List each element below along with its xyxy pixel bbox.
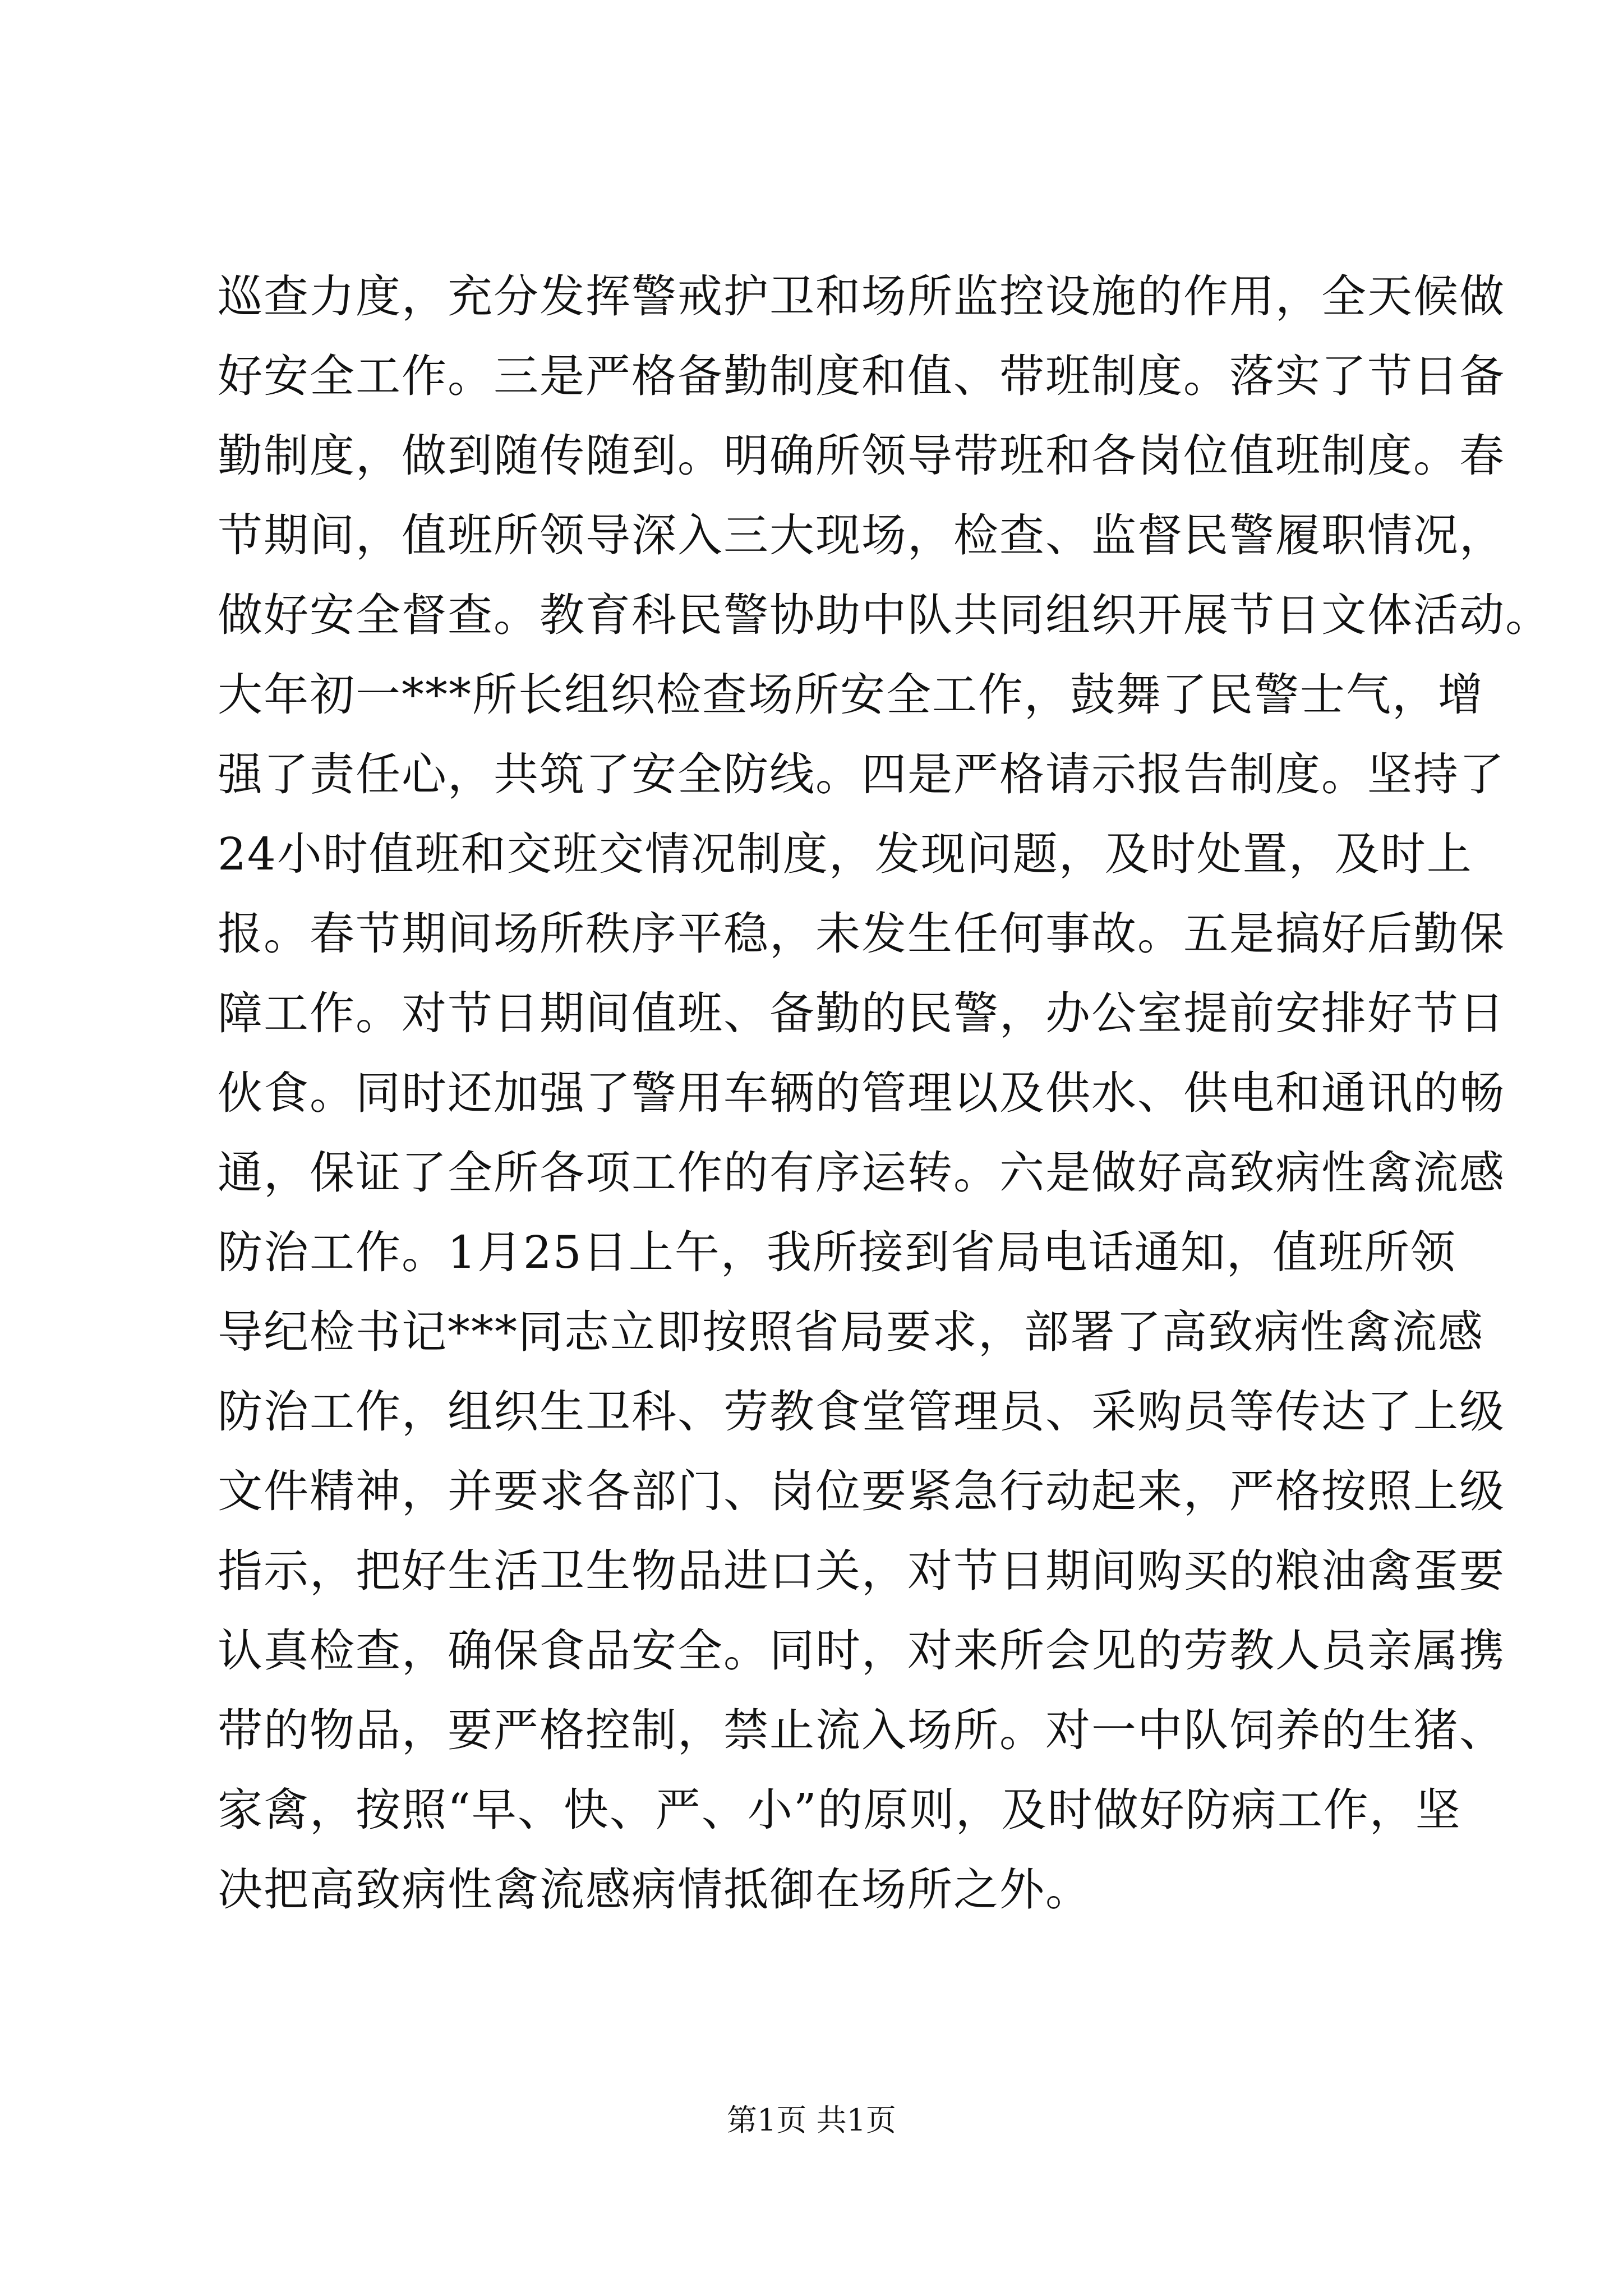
body-text [218, 257, 1551, 1930]
text-line: 强了责任心，共筑了安全防线。四是严格请示报告制度。坚持了 [218, 748, 1505, 800]
text-line: 节期间，值班所领导深入三大现场，检查、监督民警履职情况， [218, 509, 1505, 562]
text-line: 认真检查，确保食品安全。同时，对来所会见的劳教人员亲属携 [218, 1625, 1505, 1677]
text-line: 指示，把好生活卫生物品进口关，对节日期间购买的粮油禽蛋要 [218, 1545, 1505, 1597]
text-line: 做好安全督查。教育科民警协助中队共同组织开展节日文体活动。 [218, 589, 1551, 641]
text-line: 好安全工作。三是严格备勤制度和值、带班制度。落实了节日备 [218, 350, 1505, 402]
text-line: 报。春节期间场所秩序平稳，未发生任何事故。五是搞好后勤保 [218, 908, 1505, 960]
text-line: 通，保证了全所各项工作的有序运转。六是做好高致病性禽流感 [218, 1147, 1505, 1199]
text-line: 家禽，按照“早、快、严、小”的原则，及时做好防病工作，坚 [218, 1784, 1461, 1836]
page-number-footer: 第1页 共1页 [727, 2102, 896, 2138]
text-line: 伙食。同时还加强了警用车辆的管理以及供水、供电和通讯的畅 [218, 1067, 1505, 1119]
text-line: 带的物品，要严格控制，禁止流入场所。对一中队饲养的生猪、 [218, 1704, 1505, 1756]
text-line: 防治工作。1月25日上午，我所接到省局电话通知，值班所领 [218, 1226, 1456, 1278]
text-line: 防治工作，组织生卫科、劳教食堂管理员、采购员等传达了上级 [218, 1386, 1505, 1438]
text-line: 文件精神，并要求各部门、岗位要紧急行动起来，严格按照上级 [218, 1465, 1505, 1517]
text-line: 导纪检书记***同志立即按照省局要求，部署了高致病性禽流感 [218, 1306, 1484, 1358]
text-line: 决把高致病性禽流感病情抵御在场所之外。 [218, 1864, 1091, 1916]
text-line: 24小时值班和交班交情况制度，发现问题，及时处置，及时上 [218, 828, 1473, 880]
text-line: 勤制度，做到随传随到。明确所领导带班和各岗位值班制度。春 [218, 430, 1505, 482]
text-line: 大年初一***所长组织检查场所安全工作，鼓舞了民警士气，增 [218, 669, 1484, 721]
text-line: 巡查力度，充分发挥警戒护卫和场所监控设施的作用，全天候做 [218, 270, 1505, 323]
text-line: 障工作。对节日期间值班、备勤的民警，办公室提前安排好节日 [218, 987, 1505, 1039]
